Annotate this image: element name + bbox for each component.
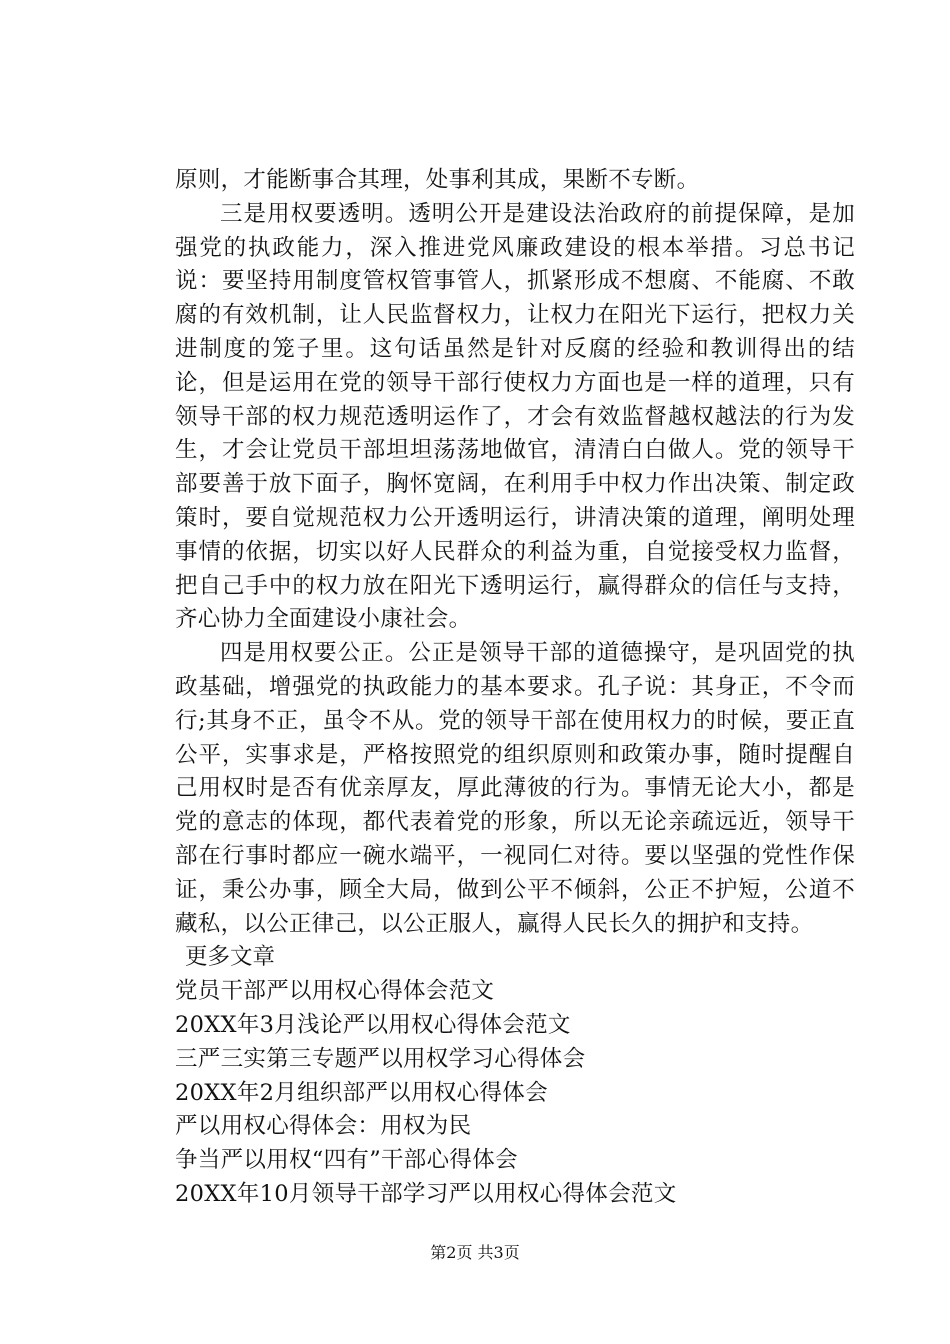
paragraph-fairness: 四是用权要公正。公正是领导干部的道德操守，是巩固党的执政基础，增强党的执政能力的基本要求。孔子说：其身正，不令而行;其身不正，虽令不从。党的领导干部在使用权力的时候，要正直公平，实事求是，严格按照党的组织原则和政策办事，随时提醒自己用权时是否有优亲厚友，厚此薄彼的行为。事情无论大小，都是党的意志的体现，都代表着党的形象，所以无论亲疏远近，领导干部在行事时都应一碗水端平，一视同仁对待。要以坚强的党性作保证，秉公办事，顾全大局，做到公平不倾斜，公正不护短，公道不藏私，以公正律己，以公正服人，赢得人民长久的拥护和支持。 [175,640,855,937]
related-article-link[interactable] [175,975,855,1009]
related-articles-list [175,975,855,1212]
related-article-link[interactable] [175,1077,855,1111]
related-article-title: 争当严以用权“四有”干部心得体会 [175,1147,518,1174]
related-article-title: 严以用权心得体会：用权为民 [175,1113,472,1140]
related-article-title: 20XX年3月浅论严以用权心得体会范文 [175,1011,571,1038]
document-body [175,164,855,1212]
paragraph-continuation: 原则，才能断事合其理，处事利其成，果断不专断。 [175,167,700,193]
more-articles-section [175,941,855,1211]
related-article-link[interactable] [175,1110,855,1144]
related-article-title: 党员干部严以用权心得体会范文 [175,978,495,1005]
page-number-footer: 第2页 共3页 [430,1243,520,1262]
related-article-title: 20XX年2月组织部严以用权心得体会 [175,1079,548,1106]
paragraph-transparency: 三是用权要透明。透明公开是建设法治政府的前提保障，是加强党的执政能力，深入推进党风廉政建设的根本举措。习总书记说：要坚持用制度管权管事管人，抓紧形成不想腐、不能腐、不敢腐的有效机制，让人民监督权力，让权力在阳光下运行，把权力关进制度的笼子里。这句话虽然是针对反腐的经验和教训得出的结论，但是运用在党的领导干部行使权力方面也是一样的道理，只有领导干部的权力规范透明运作了，才会有效监督越权越法的行为发生，才会让党员干部坦坦荡荡地做官，清清白白做人。党的领导干部要善于放下面子，胸怀宽阔，在利用手中权力作出决策、制定政策时，要自觉规范权力公开透明运行，讲清决策的道理，阐明处理事情的依据，切实以好人民群众的利益为重，自觉接受权力监督，把自己手中的权力放在阳光下透明运行，赢得群众的信任与支持，齐心协力全面建设小康社会。 [175,200,855,633]
related-article-title: 20XX年10月领导干部学习严以用权心得体会范文 [175,1180,677,1207]
related-article-link[interactable] [175,1043,855,1077]
related-article-title: 三严三实第三专题严以用权学习心得体会 [175,1045,586,1072]
related-article-link[interactable] [175,1009,855,1043]
related-article-link[interactable] [175,1178,855,1212]
related-article-link[interactable] [175,1144,855,1178]
more-articles-title: 更多文章 [185,944,276,971]
